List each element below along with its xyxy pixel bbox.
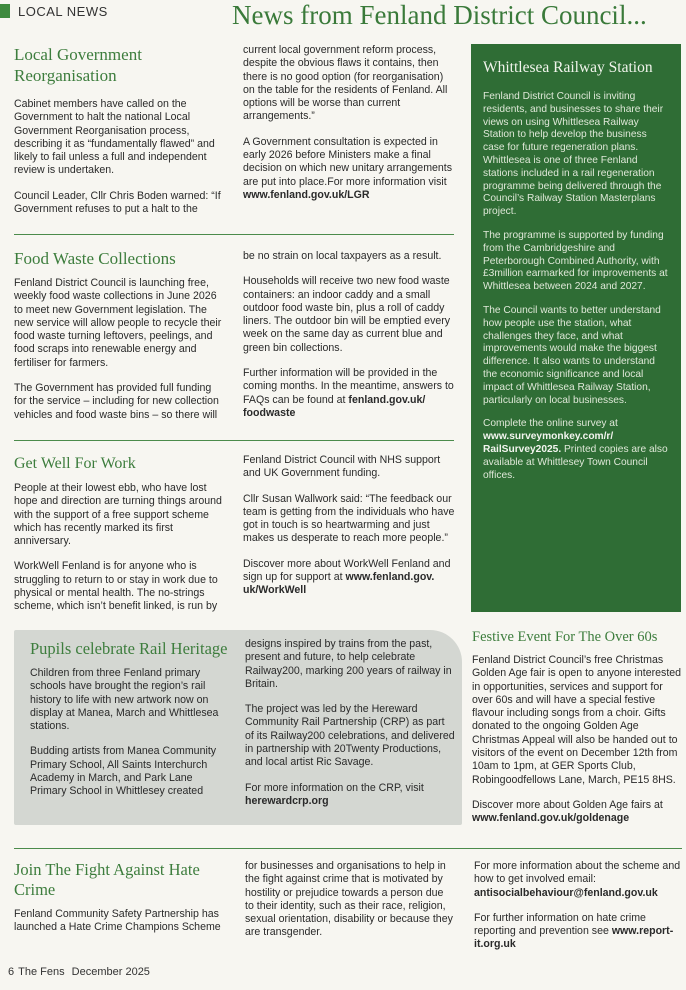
article-paragraph: People at their lowest ebb, who have lost hope and direction are turning things around with the support of a free support scheme which has recently marked its first anniversary. (14, 482, 222, 548)
page-number: 6 (8, 966, 15, 978)
issue-date: December 2025 (71, 966, 150, 978)
article-hate-col1 (14, 860, 226, 935)
divider (14, 440, 454, 441)
article-hate-col2 (245, 860, 455, 940)
crp-link[interactable]: herewardcrp.org (245, 794, 329, 807)
divider (14, 234, 454, 235)
divider (14, 848, 682, 849)
article-paragraph: designs inspired by trains from the past, present and future, to help celebrate Railway200, marking 200 years of railway in Britain. (245, 638, 452, 690)
section-tag (0, 2, 108, 20)
article-paragraph: Cabinet members have called on the Government to halt the national Local Government Reorganisation process, describing it as “fundamentally flawed” and likely to fail unless a full and independent review is undertaken. (14, 98, 215, 177)
article-paragraph: The Council wants to better understand how people use the station, what challenges they face, and what improvements would make the biggest difference. It also wants to understand the economic significance and local impact of Whittlesea Railway Station, particularly on local businesses. (483, 304, 661, 406)
article-paragraph: For further information on hate crime reporting and prevention see www.report-it.org.uk (474, 911, 674, 951)
article-paragraph: Cllr Susan Wallwork said: “The feedback our team is getting from the individuals who have got in touch is so heartwarming and just makes us desperate to reach more people.” (243, 492, 455, 545)
article-paragraph: WorkWell Fenland is for anyone who is struggling to return to or stay in work due to physical or mental health. The no-strings scheme, which isn’t benefit linked, is run by (14, 560, 218, 613)
article-paragraph: Discover more about WorkWell Fenland and sign up for support at www.fenland.gov. uk/WorkWell (243, 557, 451, 597)
page-footer (8, 966, 154, 978)
article-pupils-col1 (30, 638, 230, 799)
article-food-col2 (243, 250, 455, 420)
article-heading: Food Waste Collections (14, 249, 176, 268)
article-heading: Local Government Reorganisation (14, 45, 142, 85)
article-paragraph: Fenland District Council is launching free, weekly food waste collections in June 2026 to meet new Government legislation. The new service will allow people to recycle their food waste turning leftovers, peelings, and food scraps into renewable energy and fertiliser for farmers. (14, 277, 222, 369)
email-link[interactable]: antisocialbehaviour@fenland.gov.uk (474, 886, 658, 899)
article-paragraph: Fenland District Council is inviting residents, and businesses to share their views on using Whittlesea Railway Station to help develop the business case for future regeneration plans. Whittlesea is one of three Fenland stations included in a rail regeneration programme being delivered through the Council’s Railway Station Masterplans project. (483, 91, 664, 218)
article-paragraph: The project was led by the Hereward Community Rail Partnership (CRP) as part of its Railway200 celebrations, and delivered in partnership with 20Twenty Productions, and local artist Ric Savage. (245, 703, 455, 769)
article-paragraph: Further information will be provided in the coming months. In the meantime, answers to FAQs can be found at fenland.gov.uk/ foodwaste (243, 367, 454, 419)
article-lgr-col1 (14, 44, 224, 216)
workwell-link[interactable]: www.fenland.gov. uk/WorkWell (243, 571, 435, 597)
food-link[interactable]: fenland.gov.uk/ foodwaste (243, 393, 426, 419)
article-work-col1 (14, 454, 226, 614)
article-food-col1 (14, 248, 226, 422)
article-heading: Get Well For Work (14, 455, 136, 472)
page-title: News from Fenland District Council... (232, 0, 647, 30)
article-heading: Festive Event For The Over 60s (472, 629, 658, 645)
article-work-col2 (243, 454, 455, 598)
section-marker (0, 4, 10, 18)
article-paragraph: The programme is supported by funding from the Cambridgeshire and Peterborough Combined Authority, with £3million earmarked for improvements at Whittlesea between 2024 and 2027. (483, 229, 668, 293)
article-lgr-col2 (243, 44, 455, 202)
article-hate-col3 (474, 860, 682, 952)
article-paragraph: Children from three Fenland primary schools have brought the region’s rail history to life with new artwork now on display at Manea, March and Whittlesea stations. (30, 667, 219, 733)
publication-name: The Fens (18, 966, 65, 978)
article-heading: Pupils celebrate Rail Heritage (30, 639, 228, 658)
article-heading: Whittlesea Railway Station (483, 59, 653, 76)
article-paragraph: Fenland District Council with NHS support and UK Government funding. (243, 454, 441, 480)
article-heading: Join The Fight Against Hate Crime (14, 860, 200, 899)
report-it-link[interactable]: www.report-it.org.uk (474, 925, 674, 951)
article-paragraph: Complete the online survey at www.surveymonkey.com/r/ RailSurvey2025. Printed copies are also available at Whittlesey Town Council offices. (483, 418, 668, 481)
article-paragraph: Discover more about Golden Age fairs at www.fenland.gov.uk/goldenage (472, 798, 663, 825)
article-paragraph: Council Leader, Cllr Chris Boden warned: “If Government refuses to put a halt to the (14, 189, 221, 216)
lgr-link[interactable]: www.fenland.gov.uk/LGR (243, 188, 370, 201)
article-paragraph: The Government has provided full funding for the service – including for new collection vehicles and food waste bins – so there will (14, 382, 219, 421)
article-paragraph: be no strain on local taxpayers as a result. (243, 250, 442, 262)
article-paragraph: current local government reform process, despite the obvious flaws it contains, then there is no good option (for reorganisation) on the table for the residents of Fenland. All options will be worse than current arrangements.” (243, 44, 448, 123)
article-festive (472, 628, 682, 826)
rail-station-panel (471, 44, 681, 612)
section-label: LOCAL NEWS (18, 3, 108, 19)
survey-link[interactable]: www.surveymonkey.com/r/ RailSurvey2025. (483, 431, 614, 455)
article-paragraph: Budding artists from Manea Community Primary School, All Saints Interchurch Academy in March, and Park Lane Primary School in Whittlesey created (30, 745, 217, 798)
article-pupils-col2 (245, 638, 455, 808)
article-paragraph: Households will receive two new food waste containers: an indoor caddy and a small outdoor food waste bin, plus a roll of caddy liners. The outdoor bin will be emptied every week on the same day as current blue and green bin collections. (243, 275, 451, 354)
article-paragraph: For more information about the scheme and how to get involved email: antisocialbehaviour@fenland.gov.uk (474, 860, 681, 899)
article-paragraph: For more information on the CRP, visit herewardcrp.org (245, 781, 424, 807)
article-paragraph: for businesses and organisations to help in the fight against crime that is motivated by hostility or prejudice towards a person due to their identity, such as their race, religion, sexual orientation, disability or because they are transgender. (245, 860, 453, 939)
goldenage-link[interactable]: www.fenland.gov.uk/goldenage (472, 812, 630, 825)
article-paragraph: Fenland Community Safety Partnership has launched a Hate Crime Champions Scheme (14, 908, 221, 934)
article-paragraph: A Government consultation is expected in early 2026 before Ministers make a final decision on which new unitary arrangements are put into place.For more information visit www.fenland.gov.uk/LGR (243, 135, 453, 201)
article-paragraph: Fenland District Council’s free Christmas Golden Age fair is open to anyone interested in opportunities, services and support for over 60s and will have a special festive flavour including songs from a choir. Gifts donated to the ongoing Golden Age Christmas Appeal will also be handed out to visitors of the event on December 12th from 10am to 1pm, at GER Sports Club, Robingoodfellows Lane, March, PE15 8HS. (472, 654, 682, 786)
